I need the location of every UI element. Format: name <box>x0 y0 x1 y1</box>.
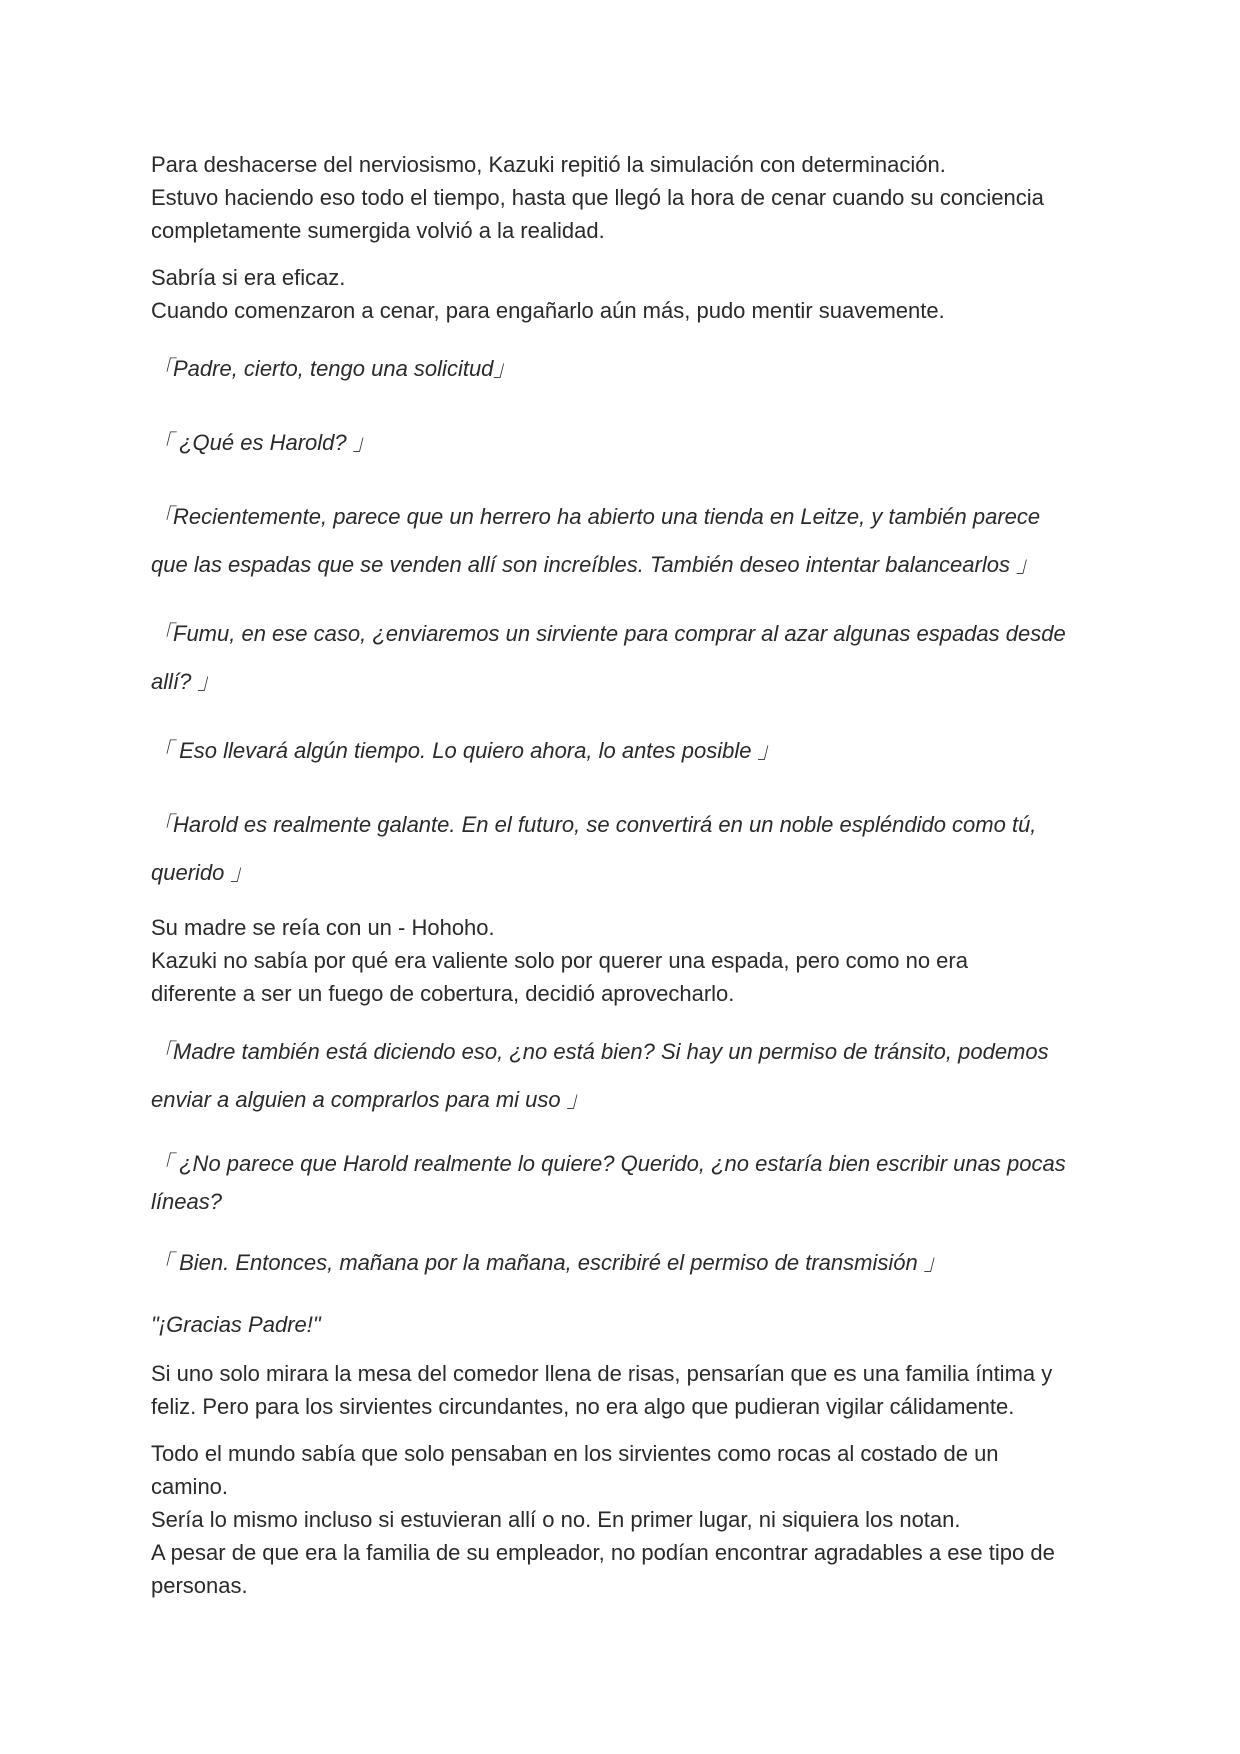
paragraph-1 <box>151 148 1096 247</box>
dialogue-line: 「 ¿Qué es Harold? 」 <box>151 430 375 455</box>
dialogue-line: 「 Eso llevará algún tiempo. Lo quiero ahora, lo antes posible 」 <box>151 738 780 763</box>
text-line: completamente sumergida volvió a la realidad. <box>151 218 605 243</box>
paragraph-2 <box>151 261 1096 327</box>
dialogue-6 <box>151 801 1096 897</box>
text-line: personas. <box>151 1573 248 1598</box>
dialogue-4 <box>151 610 1096 706</box>
paragraph-3 <box>151 911 1096 1010</box>
paragraph-5 <box>151 1437 1096 1602</box>
text-line: A pesar de que era la familia de su empleador, no podían encontrar agradables a ese tipo de <box>151 1540 1055 1565</box>
dialogue-8 <box>151 1145 1096 1221</box>
dialogue-1 <box>151 345 1096 393</box>
dialogue-line: 「Harold es realmente galante. En el futuro, se convertirá en un noble espléndido como tú, <box>151 812 1037 837</box>
text-line: Cuando comenzaron a cenar, para engañarlo aún más, pudo mentir suavemente. <box>151 298 945 323</box>
text-line: feliz. Pero para los sirvientes circundantes, no era algo que pudieran vigilar cálidamente. <box>151 1394 1015 1419</box>
dialogue-line: 「Recientemente, parece que un herrero ha abierto una tienda en Leitze, y también parece <box>151 504 1041 529</box>
dialogue-7 <box>151 1028 1096 1124</box>
dialogue-2 <box>151 419 1096 467</box>
text-line: Sería lo mismo incluso si estuvieran allí o no. En primer lugar, ni siquiera los notan. <box>151 1507 961 1532</box>
text-line: Kazuki no sabía por qué era valiente solo por querer una espada, pero como no era <box>151 948 968 973</box>
dialogue-line: 「 ¿No parece que Harold realmente lo quiere? Querido, ¿no estaría bien escribir unas pocas <box>151 1151 1066 1176</box>
dialogue-line: 「 Bien. Entonces, mañana por la mañana, escribiré el permiso de transmisión 」 <box>151 1250 946 1275</box>
dialogue-line: 「Padre, cierto, tengo una solicitud」 <box>151 356 516 381</box>
dialogue-line: 「Madre también está diciendo eso, ¿no está bien? Si hay un permiso de tránsito, podemos <box>151 1039 1049 1064</box>
paragraph-4 <box>151 1357 1096 1423</box>
dialogue-line: 「Fumu, en ese caso, ¿enviaremos un sirviente para comprar al azar algunas espadas desde <box>151 621 1066 646</box>
dialogue-5 <box>151 727 1096 775</box>
dialogue-9 <box>151 1239 1096 1287</box>
text-line: Todo el mundo sabía que solo pensaban en los sirvientes como rocas al costado de un <box>151 1441 999 1466</box>
text-line: diferente a ser un fuego de cobertura, decidió aprovecharlo. <box>151 981 735 1006</box>
dialogue-line: "¡Gracias Padre!" <box>151 1312 321 1337</box>
document-body <box>151 148 1096 1616</box>
text-line: Si uno solo mirara la mesa del comedor llena de risas, pensarían que es una familia íntima y <box>151 1361 1053 1386</box>
dialogue-line: que las espadas que se venden allí son increíbles. También deseo intentar balancearlos 」 <box>151 552 1039 577</box>
text-line: Sabría si era eficaz. <box>151 265 346 290</box>
text-line: Su madre se reía con un - Hohoho. <box>151 915 495 940</box>
dialogue-line: querido 」 <box>151 860 253 885</box>
text-line: Para deshacerse del nerviosismo, Kazuki repitió la simulación con determinación. <box>151 152 946 177</box>
dialogue-10 <box>151 1301 1096 1349</box>
dialogue-line: enviar a alguien a comprarlos para mi uso 」 <box>151 1087 589 1112</box>
dialogue-line: líneas? <box>151 1189 222 1214</box>
dialogue-3 <box>151 493 1096 589</box>
dialogue-line: allí? 」 <box>151 669 220 694</box>
text-line: camino. <box>151 1474 229 1499</box>
text-line: Estuvo haciendo eso todo el tiempo, hasta que llegó la hora de cenar cuando su conciencia <box>151 185 1044 210</box>
